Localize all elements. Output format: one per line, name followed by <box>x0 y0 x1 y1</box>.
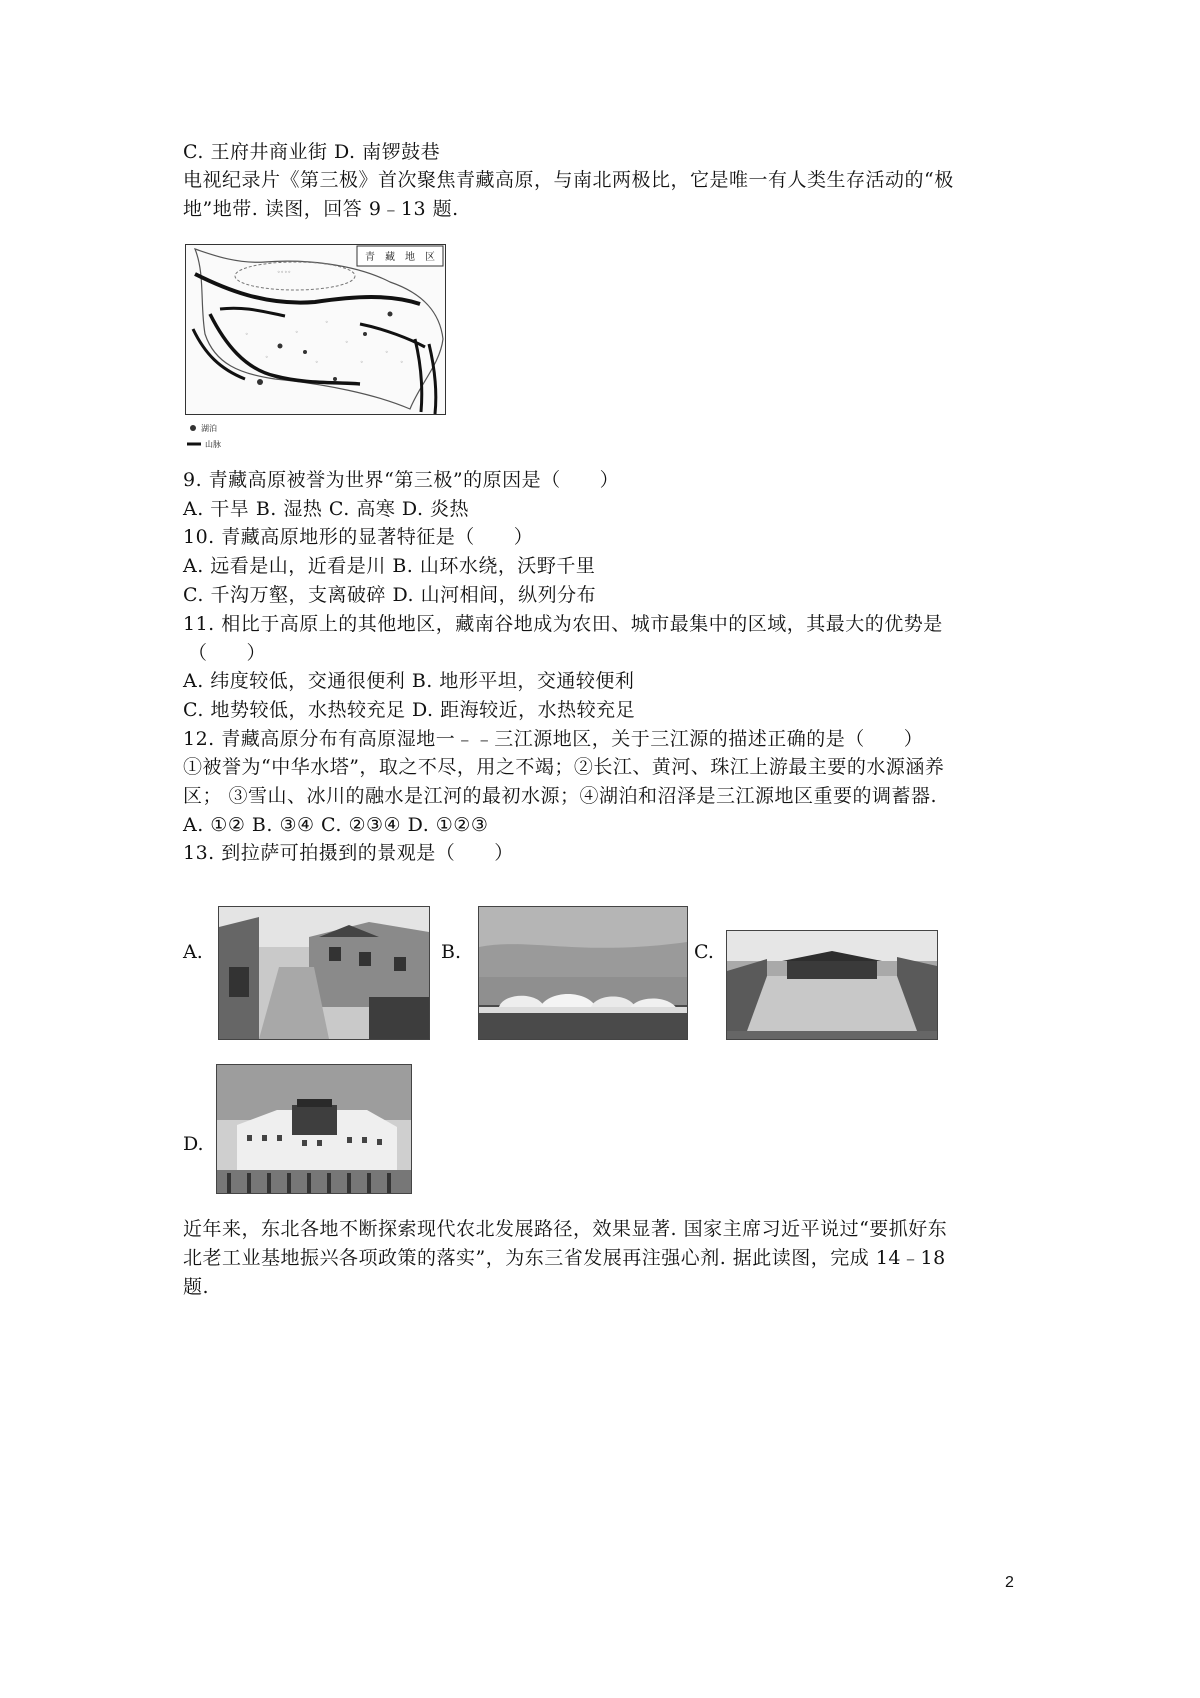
lake-marker <box>333 377 337 381</box>
question-10: 10. 青藏高原地形的显著特征是（ ） <box>183 526 534 548</box>
potala-palace-image <box>217 1065 411 1193</box>
question-9: 9. 青藏高原被誉为世界“第三极”的原因是（ ） <box>183 469 620 491</box>
svg-text:◦: ◦ <box>325 319 329 326</box>
option-a-label: A. <box>183 941 203 963</box>
svg-text:◦: ◦ <box>360 359 364 366</box>
question-11-options-ab: A. 纬度较低，交通很便利 B. 地形平坦，交通较便利 <box>183 670 635 692</box>
map-title: 青 藏 地 区 <box>365 252 435 263</box>
passage-intro-line-2: 地”地带. 读图，回答 9﹣13 题. <box>183 198 459 220</box>
svg-text:◦: ◦ <box>345 339 349 346</box>
question-11-options-cd: C. 地势较低，水热较充足 D. 距海较近，水热较充足 <box>183 699 636 721</box>
lake-marker <box>363 332 367 336</box>
question-12: 12. 青藏高原分布有高原湿地一﹣﹣三江源地区，关于三江源的描述正确的是（ ） <box>183 728 924 750</box>
question-11: 11. 相比于高原上的其他地区，藏南谷地成为农田、城市最集中的区域，其最大的优势是 <box>183 613 943 635</box>
option-c-photo <box>726 930 938 1040</box>
map-drawing <box>185 244 453 452</box>
legend-lake-label: 湖泊 <box>201 424 217 433</box>
question-12-statement-2: 区； ③雪山、冰川的融水是江河的最初水源；④湖泊和沼泽是三江源地区重要的调蓄器. <box>183 785 938 807</box>
basin-label-mark: ◦◦◦◦ <box>277 269 292 276</box>
option-line-c-d: C. 王府井商业街 D. 南锣鼓巷 <box>183 141 441 163</box>
page-number: 2 <box>1005 1574 1014 1591</box>
water-town-image <box>219 907 429 1039</box>
option-c-label: C. <box>694 941 714 963</box>
question-11-blank: （ ） <box>188 642 267 664</box>
passage-intro-line-1: 电视纪录片《第三极》首次聚焦青藏高原，与南北两极比，它是唯一有人类生存活动的“极 <box>183 169 954 191</box>
qinghai-tibet-map <box>185 244 453 452</box>
passage-2-line-1: 近年来，东北各地不断探索现代农北发展路径，效果显著. 国家主席习近平说过“要抓好东 <box>183 1218 948 1240</box>
option-d-label: D. <box>183 1133 204 1155</box>
legend-range-label: 山脉 <box>205 440 221 449</box>
option-b-photo <box>478 906 688 1040</box>
svg-text:◦: ◦ <box>400 359 404 366</box>
question-12-statement-1: ①被誉为“中华水塔”，取之不尽，用之不竭；②长江、黄河、珠江上游最主要的水源涵养 <box>183 756 945 778</box>
svg-text:◦: ◦ <box>245 331 249 338</box>
question-12-options: A. ①② B. ③④ C. ②③④ D. ①②③ <box>183 814 489 836</box>
question-9-options: A. 干旱 B. 湿热 C. 高寒 D. 炎热 <box>183 498 470 520</box>
option-d-photo <box>216 1064 412 1194</box>
svg-text:◦: ◦ <box>265 354 269 361</box>
svg-text:◦: ◦ <box>385 349 389 356</box>
yurt-image <box>479 907 687 1039</box>
lake-marker <box>278 344 283 349</box>
lake-marker <box>388 312 393 317</box>
option-a-photo <box>218 906 430 1040</box>
question-10-options-ab: A. 远看是山，近看是川 B. 山环水绕，沃野千里 <box>183 555 596 577</box>
lake-marker <box>257 379 263 385</box>
passage-2-line-2: 北老工业基地振兴各项政策的落实”，为东三省发展再注强心剂. 据此读图，完成 14﹣18 <box>183 1247 946 1269</box>
option-b-label: B. <box>441 941 462 963</box>
question-10-options-cd: C. 千沟万壑，支离破碎 D. 山河相间，纵列分布 <box>183 584 597 606</box>
legend-lake-symbol <box>190 425 196 431</box>
lake-marker <box>303 350 307 354</box>
svg-text:◦: ◦ <box>315 359 319 366</box>
passage-2-line-3: 题. <box>183 1276 210 1298</box>
question-13: 13. 到拉萨可拍摄到的景观是（ ） <box>183 842 514 864</box>
courtyard-image <box>727 931 937 1039</box>
svg-text:◦: ◦ <box>295 329 299 336</box>
